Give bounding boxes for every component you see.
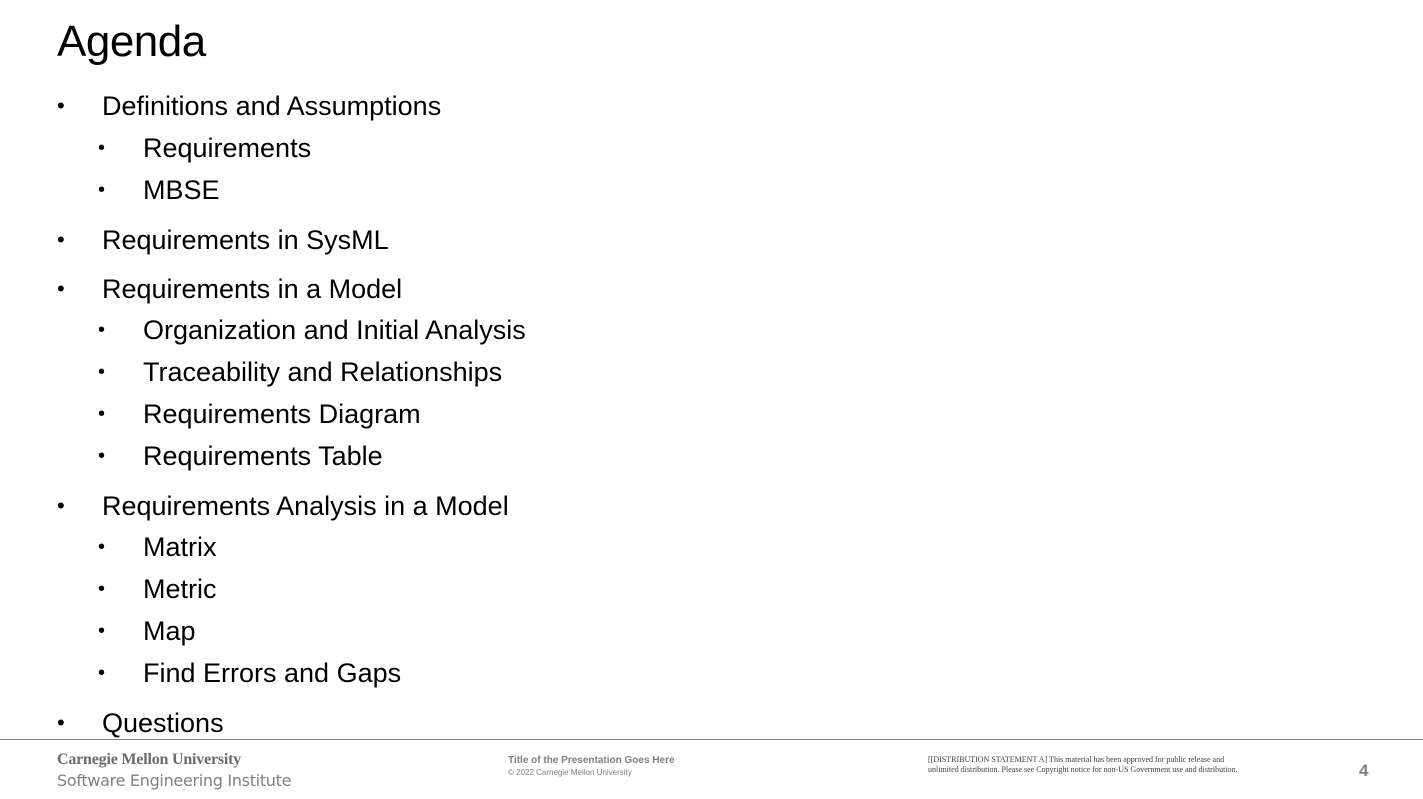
bullet-icon: • — [98, 662, 106, 684]
slide-title: Agenda — [57, 17, 206, 66]
footer-logo — [57, 750, 291, 792]
bullet-icon: • — [98, 137, 106, 159]
distribution-line: unlimited distribution. Please see Copyright notice for non-US Government use and distribution. — [928, 765, 1238, 774]
agenda-item-text: Requirements in a Model — [102, 274, 403, 304]
bullet-icon: • — [98, 445, 106, 467]
agenda-subitem-text: Requirements — [143, 133, 312, 163]
agenda-item-text: Requirements in SysML — [102, 225, 389, 255]
bullet-icon: • — [98, 179, 106, 201]
bullet-icon: • — [98, 578, 106, 600]
agenda-item-text: Definitions and Assumptions — [102, 91, 442, 121]
footer-distribution-statement — [928, 755, 1308, 775]
bullet-icon: • — [57, 276, 65, 301]
bullet-icon: • — [98, 403, 106, 425]
bullet-icon: • — [98, 361, 106, 383]
agenda-item-text: Requirements Analysis in a Model — [102, 491, 509, 521]
bullet-icon: • — [57, 227, 65, 252]
distribution-line: [[DISTRIBUTION STATEMENT A] This material has been approved for public release and — [928, 755, 1225, 764]
agenda-list — [57, 0, 957, 740]
bullet-icon: • — [98, 319, 106, 341]
agenda-subitem-text: Traceability and Relationships — [143, 357, 503, 387]
footer-divider — [0, 739, 1423, 740]
agenda-subitem-text: Map — [143, 616, 196, 646]
agenda-subitem-text: Requirements Table — [143, 441, 383, 471]
footer-copyright: © 2022 Carnegie Mellon University — [508, 768, 632, 777]
footer-presentation-info — [508, 754, 675, 778]
page-number: 4 — [1359, 761, 1369, 780]
logo-institute-name: Software Engineering Institute — [57, 771, 292, 790]
bullet-icon: • — [98, 536, 106, 558]
bullet-icon: • — [98, 620, 106, 642]
agenda-item-text: Questions — [102, 708, 224, 738]
logo-university-name: Carnegie Mellon University — [57, 751, 242, 768]
bullet-icon: • — [57, 710, 65, 735]
agenda-subitem-text: Matrix — [143, 532, 217, 562]
agenda-subitem-text: Requirements Diagram — [143, 399, 421, 429]
agenda-subitem-text: Find Errors and Gaps — [143, 658, 402, 688]
footer-presentation-title: Title of the Presentation Goes Here — [508, 755, 675, 766]
agenda-subitem-text: Metric — [143, 574, 217, 604]
agenda-subitem-text: Organization and Initial Analysis — [143, 315, 526, 345]
bullet-icon: • — [57, 493, 65, 518]
bullet-icon: • — [57, 93, 65, 118]
agenda-subitem-text: MBSE — [143, 175, 220, 205]
